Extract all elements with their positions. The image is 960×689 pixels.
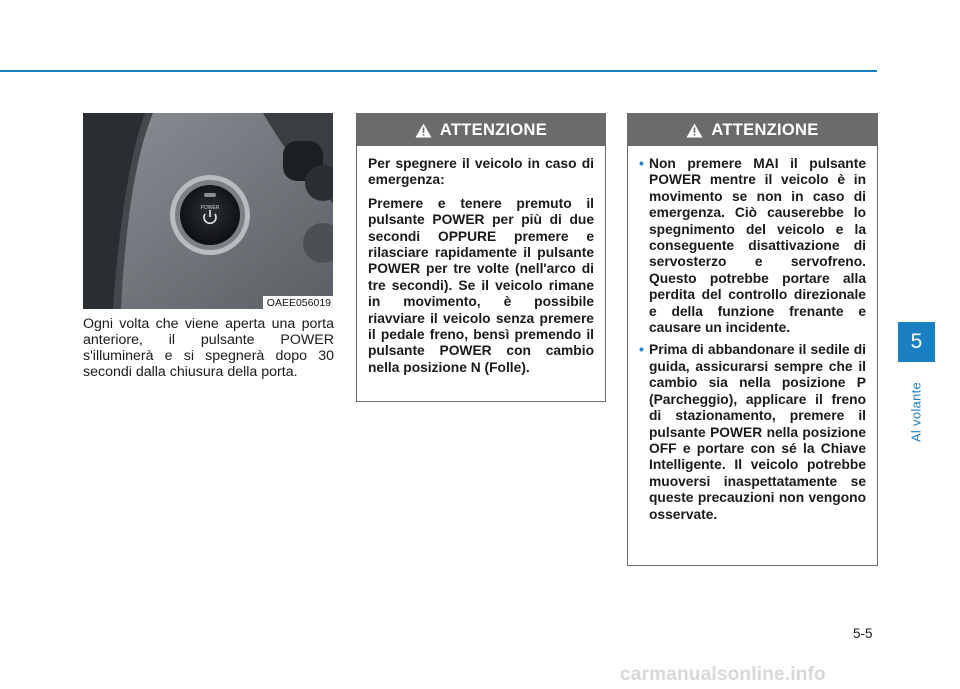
warning-paragraph: Premere e tenere premuto il pulsante POWER per più di due secondi OPPURE premere e rilasciare rapidamente il pulsante POWER per tre volte (nell'arco di tre secondi). Se il veicolo rimane in movimento, è possibile riavviare il veicolo senza premere il pedale freno, bensì premendo il pulsante POWER con cambio nella posizione N (Folle). [368, 195, 594, 375]
warning-title: ATTENZIONE [711, 120, 819, 139]
warning-header [628, 114, 877, 146]
warning-bullet [639, 342, 866, 522]
warning-icon [415, 123, 432, 138]
warning-bullet-text: Non premere MAI il pulsante POWER mentre il veicolo è in movimento se non in caso di emergenza. Ciò causerebbe lo spegnimento del veicolo e la conseguente disattivazione di servosterzo e servofreno. Questo potrebbe portare alla perdita del controllo direzionale e della funzione frenante e causare un incidente. [649, 156, 866, 336]
warning-bullet-text: Prima di abbandonare il sedile di guida, assicurarsi sempre che il cambio sia nella posizione P (Parcheggio), applicare il freno di stazionamento, premere il pulsante POWER nella posizione OFF e portare con sé la Chiave Intelligente. Il veicolo potrebbe muoversi inaspettatamente se queste precauzioni non vengono osservate. [649, 342, 866, 522]
photo-code: OAEE056019 [263, 296, 333, 309]
warning-title: ATTENZIONE [439, 120, 548, 139]
bullet-icon: • [639, 156, 644, 171]
warning-header [357, 114, 605, 146]
chapter-tab: 5 [898, 322, 935, 362]
power-button-illustration [83, 113, 333, 309]
warning-bullet [639, 156, 866, 336]
bullet-icon: • [639, 342, 644, 358]
body-text: Ogni volta che viene aperta una porta anteriore, il pulsante POWER s'illuminerà e si spegnerà dopo 30 secondi dalla chiusura della porta. [83, 316, 334, 380]
svg-text:POWER: POWER [200, 205, 220, 211]
page-number: 5-5 [853, 626, 873, 641]
watermark: carmanualsonline.info [620, 664, 826, 685]
warning-box-emergency [356, 113, 606, 402]
warning-icon [686, 123, 703, 138]
warning-box-driving [627, 113, 878, 566]
chapter-label: Al volante [908, 381, 924, 443]
warning-paragraph: Per spegnere il veicolo in caso di emergenza: [368, 156, 594, 188]
top-rule [0, 70, 877, 72]
power-button-photo [83, 113, 333, 309]
